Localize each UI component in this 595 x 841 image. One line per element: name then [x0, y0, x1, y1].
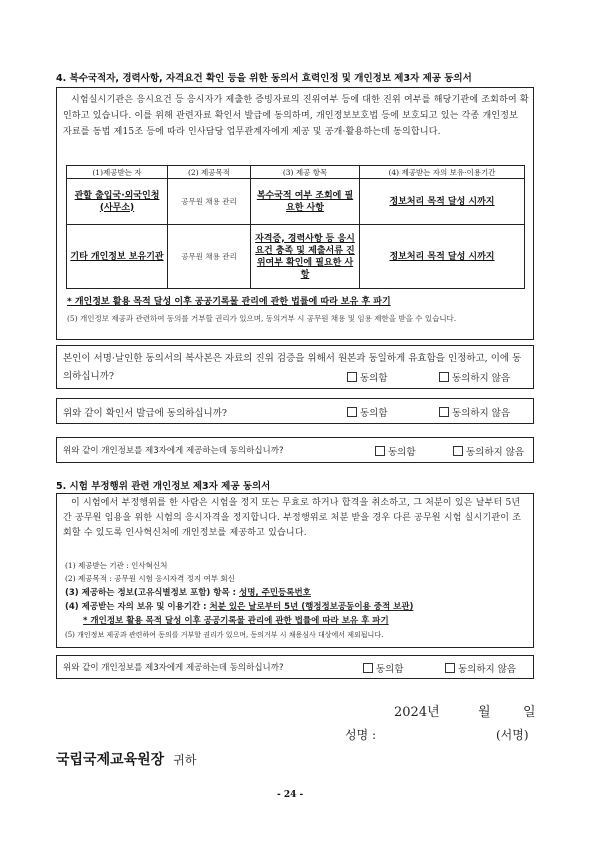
question-text: 본인이 서명·날인한 동의서의 복사본은 자료의 진위 검증을 위해서 원본과 동일하게 유효함을 인정하고, 이에 동의하십니까? — [63, 353, 522, 382]
checkbox-icon[interactable] — [347, 407, 357, 417]
date-month: 월 — [478, 705, 491, 720]
section5-intro: 이 시험에서 부정행위를 한 사람은 시험을 정지 또는 무효로 하거나 합격을 취소하고, 그 처분이 있은 날부터 5년간 공무원 임용을 위한 시험의 응시자격을 정지합니다. 부정행위로 처분 받을 경우 다른 공무원 시험 실시기관이 조회할 수 있도록 인사혁신처에 개인정보를 제공하고 있습니다. — [63, 498, 522, 538]
checkbox-icon[interactable] — [439, 372, 449, 382]
item-retention-period: (4) 제공받는 자의 보유 및 이용기간 : 처분 있은 날로부터 5년 (행정정보공동이용 중적 보관) — [65, 602, 414, 612]
header-items: (3) 제공 항목 — [251, 166, 360, 179]
checkbox-icon[interactable] — [453, 446, 463, 456]
item-refusal-right: (5) 개인정보 제공과 관련하여 동의를 거부할 권리가 있으며, 동의거부 시 채용심사 대상에서 제외됩니다. — [65, 631, 384, 639]
row1-purpose: 공무원 채용 관리 — [168, 179, 251, 225]
question-misconduct — [56, 655, 534, 679]
header-recipient: (1)제공받는 자 — [67, 166, 168, 179]
table-header-row — [67, 166, 525, 179]
disagree-option[interactable]: 동의하지 않음 — [453, 444, 524, 458]
header-purpose: (2) 제공목적 — [168, 166, 251, 179]
row2-purpose: 공무원 채용 관리 — [168, 225, 251, 289]
row1-recipient: 관할 출입국·외국인청(사무소) — [74, 190, 160, 213]
checkbox-icon[interactable] — [445, 663, 455, 673]
row1-items: 복수국적 여부 조회에 필요한 사항 — [256, 190, 354, 213]
question-text: 위와 같이 개인정보를 제3자에게 제공하는데 동의하십니까? — [63, 446, 284, 456]
question-text: 위와 같이 개인정보를 제3자에게 제공하는데 동의하십니까? — [63, 663, 284, 673]
date-year: 2024년 — [394, 705, 440, 720]
question-certificate — [56, 398, 534, 424]
section4-box — [56, 87, 534, 340]
table-row — [67, 225, 525, 289]
row2-period: 정보처리 목적 달성 시까지 — [389, 251, 495, 262]
agree-option[interactable]: 동의함 — [347, 405, 388, 419]
signature-label[interactable]: (서명) — [496, 728, 529, 742]
date-day: 일 — [523, 705, 536, 720]
row1-period: 정보처리 목적 달성 시까지 — [389, 196, 495, 207]
table-row — [67, 179, 525, 225]
item-retention-note: * 개인정보 활용 목적 달성 이후 공공기록물 관리에 관한 법률에 따라 보유 후 파기 — [83, 616, 389, 626]
question-text: 위와 같이 확인서 발급에 동의하십니까? — [63, 408, 228, 419]
row2-items: 자격증, 경력사항 등 응시요건 충족 및 제출서류 진위여부 확인에 필요한 사항 — [255, 233, 355, 280]
checkbox-icon[interactable] — [375, 446, 385, 456]
question-third-party — [56, 437, 534, 463]
provision-table — [66, 165, 525, 289]
section4-heading: 4. 복수국적자, 경력사항, 자격요건 확인 등을 위한 동의서 효력인정 및 개인정보 제3자 제공 동의서 — [56, 73, 472, 84]
item-recipient-agency: (1) 제공받는 기관 : 인사혁신처 — [65, 561, 168, 570]
header-period: (4) 제공받는 자의 보유·이용기간 — [360, 166, 525, 179]
section4-intro: 시험실시기관은 응시요건 등 응시자가 제출한 증빙자료의 진위여부 등에 대한 진위 여부를 해당기관에 조회하여 확인하고 있습니다. 이를 위해 관련자료 확인서 발급에 동의하며, 개인정보보호법 등에 보호되고 있는 각종 개인정보 자료를 동법 제15조 등에 따라 인사담당 업무관계자에게 제공 및 공개·활용하는데 동의합니다. — [63, 95, 529, 137]
refusal-note: (5) 개인정보 제공과 관련하여 동의를 거부할 권리가 있으며, 동의거부 시 공무원 채용 및 임용 제한을 받을 수 있습니다. — [67, 314, 457, 323]
agree-option[interactable]: 동의함 — [375, 444, 416, 458]
item-info-fields: (3) 제공하는 정보(고유식별정보 포함) 항목 : 성명, 주민등록번호 — [65, 588, 311, 598]
agree-option[interactable]: 동의함 — [347, 370, 388, 384]
disagree-option[interactable]: 동의하지 않음 — [439, 405, 510, 419]
page-number: - 24 - — [277, 790, 304, 800]
question-copy-validity — [56, 345, 534, 389]
item-purpose: (2) 제공목적 : 공무원 시험 응시자격 정지 여부 회신 — [65, 574, 235, 583]
disagree-option[interactable]: 동의하지 않음 — [445, 661, 516, 675]
name-label: 성명 : — [345, 728, 377, 742]
disagree-option[interactable]: 동의하지 않음 — [439, 370, 510, 384]
row2-recipient: 기타 개인정보 보유기관 — [70, 251, 164, 262]
retention-note: * 개인정보 활용 목적 달성 이후 공공기록물 관리에 관한 법률에 따라 보유 후 파기 — [67, 297, 391, 307]
recipient-line — [56, 749, 196, 769]
checkbox-icon[interactable] — [363, 663, 373, 673]
checkbox-icon[interactable] — [347, 372, 357, 382]
checkbox-icon[interactable] — [439, 407, 449, 417]
recipient-name: 국립국제교육원장 — [56, 752, 165, 768]
section5-heading: 5. 시험 부정행위 관련 개인정보 제3자 제공 동의서 — [56, 481, 271, 492]
agree-option[interactable]: 동의함 — [363, 661, 404, 675]
recipient-suffix: 귀하 — [173, 753, 197, 767]
section5-box — [56, 493, 534, 648]
